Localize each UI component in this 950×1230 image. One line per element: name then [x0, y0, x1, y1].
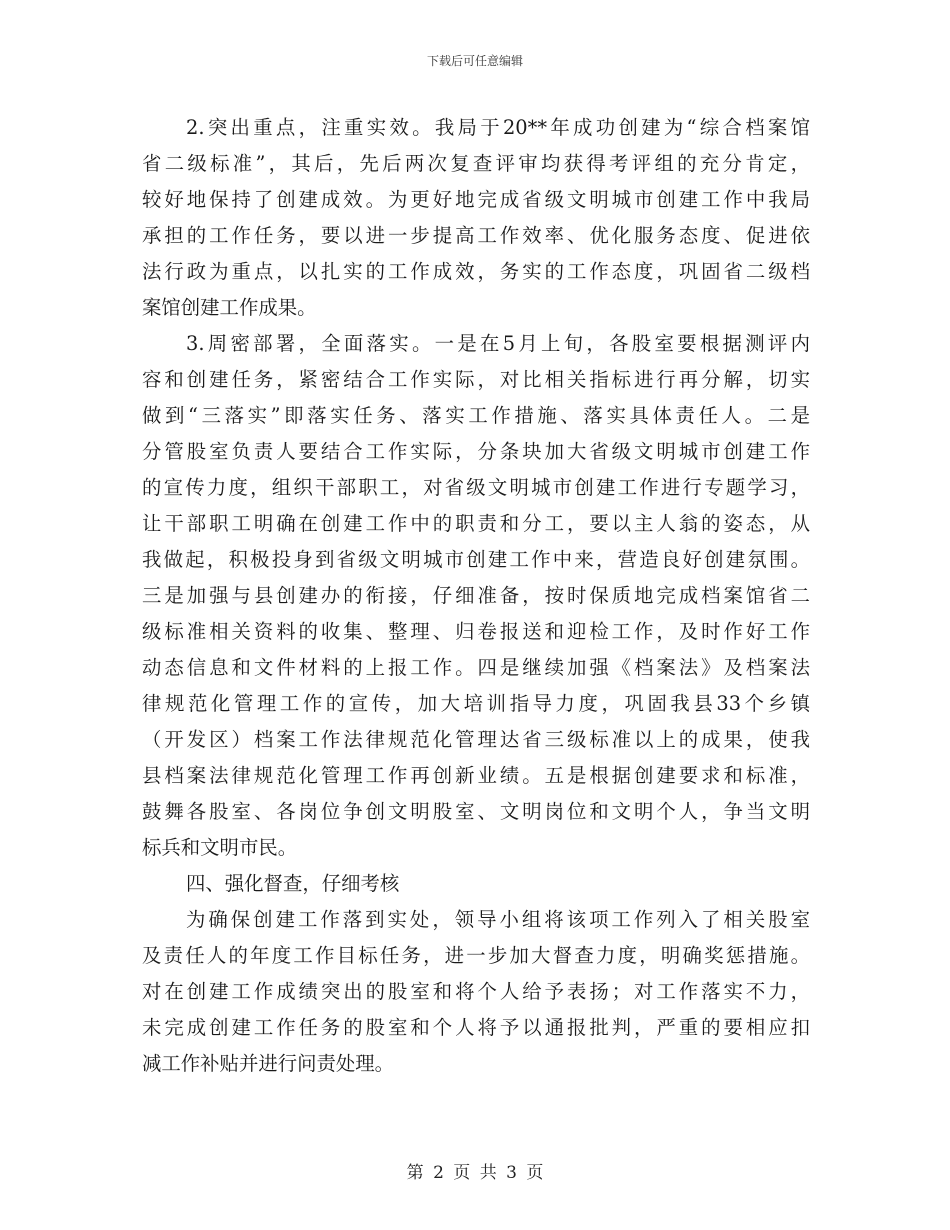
- paragraph-line: 鼓舞各股室、各岗位争创文明股室、文明岗位和文明个人，争当文明: [142, 800, 810, 823]
- paragraph-line: 承担的工作任务，要以进一步提高工作效率、优化服务态度、促进依: [142, 224, 810, 247]
- paragraph-line: 县档案法律规范化管理工作再创新业绩。五是根据创建要求和标准，: [142, 764, 810, 787]
- paragraph-line: 做到“三落实”即落实任务、落实工作措施、落实具体责任人。二是: [142, 404, 810, 427]
- paragraph-line: （开发区）档案工作法律规范化管理达省三级标准以上的成果，使我: [142, 728, 810, 751]
- paragraph-line: 案馆创建工作成果。: [142, 296, 317, 319]
- paragraph-line: 对在创建工作成绩突出的股室和将个人给予表扬；对工作落实不力，: [142, 980, 810, 1003]
- paragraph-line: 动态信息和文件材料的上报工作。四是继续加强《档案法》及档案法: [142, 656, 810, 679]
- page-header-note: 下载后可任意编辑: [426, 54, 523, 68]
- paragraph-line: 及责任人的年度工作目标任务，进一步加大督查力度，明确奖惩措施。: [142, 944, 810, 967]
- paragraph-line: 较好地保持了创建成效。为更好地完成省级文明城市创建工作中我局: [142, 188, 810, 211]
- paragraph-line: 为确保创建工作落到实处，领导小组将该项工作列入了相关股室: [186, 908, 810, 931]
- paragraph-line: 2.突出重点，注重实效。我局于20**年成功创建为“综合档案馆: [186, 116, 810, 139]
- paragraph-line: 法行政为重点，以扎实的工作成效，务实的工作态度，巩固省二级档: [142, 260, 810, 283]
- document-body: [142, 110, 810, 1082]
- paragraph-line: 标兵和文明市民。: [142, 836, 298, 859]
- paragraph-line: 我做起，积极投身到省级文明城市创建工作中来，营造良好创建氛围。: [142, 548, 810, 571]
- paragraph-line: 让干部职工明确在创建工作中的职责和分工，要以主人翁的姿态，从: [142, 512, 810, 535]
- paragraph-line: 三是加强与县创建办的衔接，仔细准备，按时保质地完成档案馆省二: [142, 584, 810, 607]
- paragraph-line: 3.周密部署，全面落实。一是在5月上旬，各股室要根据测评内: [186, 332, 810, 355]
- paragraph-line: 省二级标准”，其后，先后两次复查评审均获得考评组的充分肯定，: [142, 152, 810, 175]
- page-number: 第 2 页 共 3 页: [406, 1163, 544, 1183]
- paragraph-line: 律规范化管理工作的宣传，加大培训指导力度，巩固我县33个乡镇: [142, 692, 810, 715]
- section-heading: 四、强化督查，仔细考核: [186, 872, 400, 895]
- paragraph-line: 容和创建任务，紧密结合工作实际，对比相关指标进行再分解，切实: [142, 368, 810, 391]
- paragraph-line: 级标准相关资料的收集、整理、归卷报送和迎检工作，及时作好工作: [142, 620, 810, 643]
- paragraph-line: 分管股室负责人要结合工作实际，分条块加大省级文明城市创建工作: [142, 440, 810, 463]
- paragraph-line: 未完成创建工作任务的股室和个人将予以通报批判，严重的要相应扣: [142, 1016, 810, 1039]
- paragraph-line: 的宣传力度，组织干部职工，对省级文明城市创建工作进行专题学习，: [142, 476, 810, 499]
- paragraph-line: 减工作补贴并进行问责处理。: [142, 1052, 395, 1075]
